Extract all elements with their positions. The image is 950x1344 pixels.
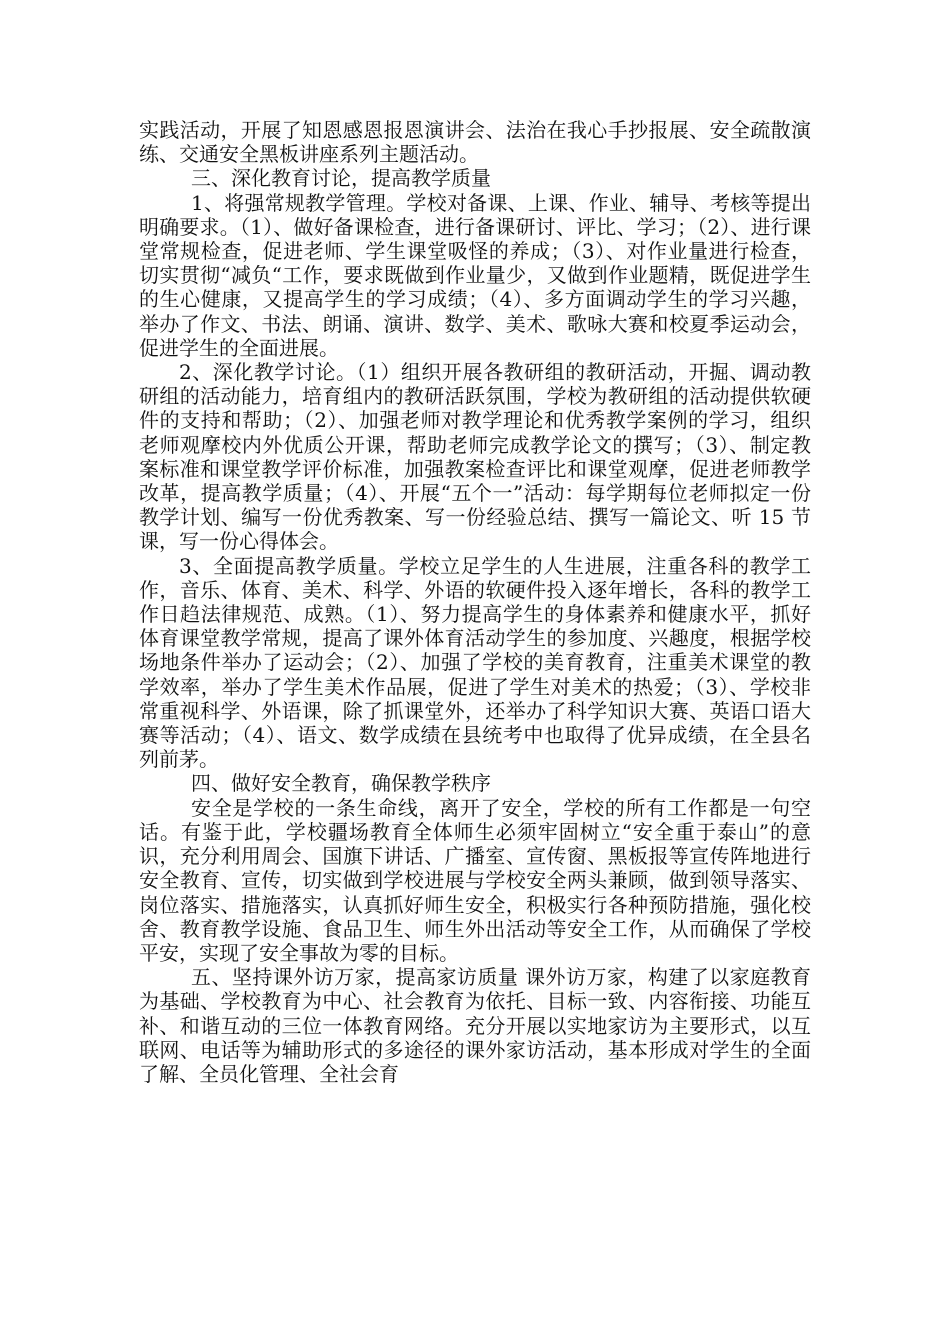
section-heading-4: 四、做好安全教育，确保教学秩序 — [191, 771, 491, 796]
paragraph-teaching-quality: 3、全面提高教学质量。学校立足学生的人生进展，注重各科的教学工作，音乐、体育、美术、科学、外语的软硬件投入逐年增长，各科的教学工作日趋法律规范、成熟。（1）、努力提高学生的身体素养和健康水平，抓好体育课堂教学常规，提高了课外体育活动学生的参加度、兴趣度，根据学校场地条件举办了运动会；（2）、加强了学校的美育教育，注重美术课堂的教学效率，举办了学生美术作品展，促进了学生对美术的热爱；（3）、学校非常重视科学、外语课，除了抓课堂外，还举办了科学知识大赛、英语口语大赛等活动；（4）、语文、数学成绩在县统考中也取得了优异成绩，在全县名列前茅。 — [139, 553, 811, 772]
paragraph-continuation: 实践活动，开展了知恩感恩报恩演讲会、法治在我心手抄报展、安全疏散演练、交通安全黑板讲座系列主题活动。 — [139, 118, 811, 167]
paragraph-routine-teaching: 1、将强常规教学管理。学校对备课、上课、作业、辅导、考核等提出明确要求。（1）、做好备课检查，进行备课研讨、评比、学习；（2）、进行课堂常规检查，促进老师、学生课堂吸怪的养成；（3）、对作业量进行检查，切实贯彻“减负“工作，要求既做到作业量少，又做到作业题精，既促进学生的生心健康，又提高学生的学习成绩；（4）、多方面调动学生的学习兴趣，举办了作文、书法、朗诵、演讲、数学、美术、歌咏大赛和校夏季运动会，促进学生的全面进展。 — [139, 190, 811, 360]
document-body — [139, 118, 811, 1086]
paragraph-teaching-discussion: 2、深化教学讨论。（1）组织开展各教研组的教研活动，开掘、调动教研组的活动能力，培育组内的教研活跃氛围，学校为教研组的活动提供软硬件的支持和帮助；（2）、加强老师对教学理论和优秀教学案例的学习，组织老师观摩校内外优质公开课，帮助老师完成教学论文的撰写；（3）、制定教案标准和课堂教学评价标准，加强教案检查评比和课堂观摩，促进老师教学改革，提高教学质量；（4）、开展“五个一”活动：每学期每位老师拟定一份教学计划、编写一份优秀教案、写一份经验总结、撰写一篇论文、听 15 节课，写一份心得体会。 — [139, 360, 811, 554]
paragraph-home-visits: 五、坚持课外访万家，提高家访质量 课外访万家，构建了以家庭教育为基础、学校教育为中心、社会教育为依托、目标一致、内容衔接、功能互补、和谐互动的三位一体教育网络。充分开展以实地家访为主要形式，以互联网、电话等为辅助形式的多途径的课外家访活动，基本形成对学生的全面了解、全员化管理、全社会育 — [139, 965, 811, 1086]
section-heading-3: 三、深化教育讨论，提高教学质量 — [191, 166, 491, 191]
paragraph-safety-education: 安全是学校的一条生命线，离开了安全，学校的所有工作都是一句空话。有鉴于此，学校疆场教育全体师生必须牢固树立“安全重于泰山”的意识，充分利用周会、国旗下讲话、广播室、宣传窗、黑板报等宣传阵地进行安全教育、宣传，切实做到学校进展与学校安全两头兼顾，做到领导落实、岗位落实、措施落实，认真抓好师生安全，积极实行各种预防措施，强化校舍、教育教学设施、食品卫生、师生外出活动等安全工作，从而确保了学校平安，实现了安全事故为零的目标。 — [139, 795, 811, 965]
